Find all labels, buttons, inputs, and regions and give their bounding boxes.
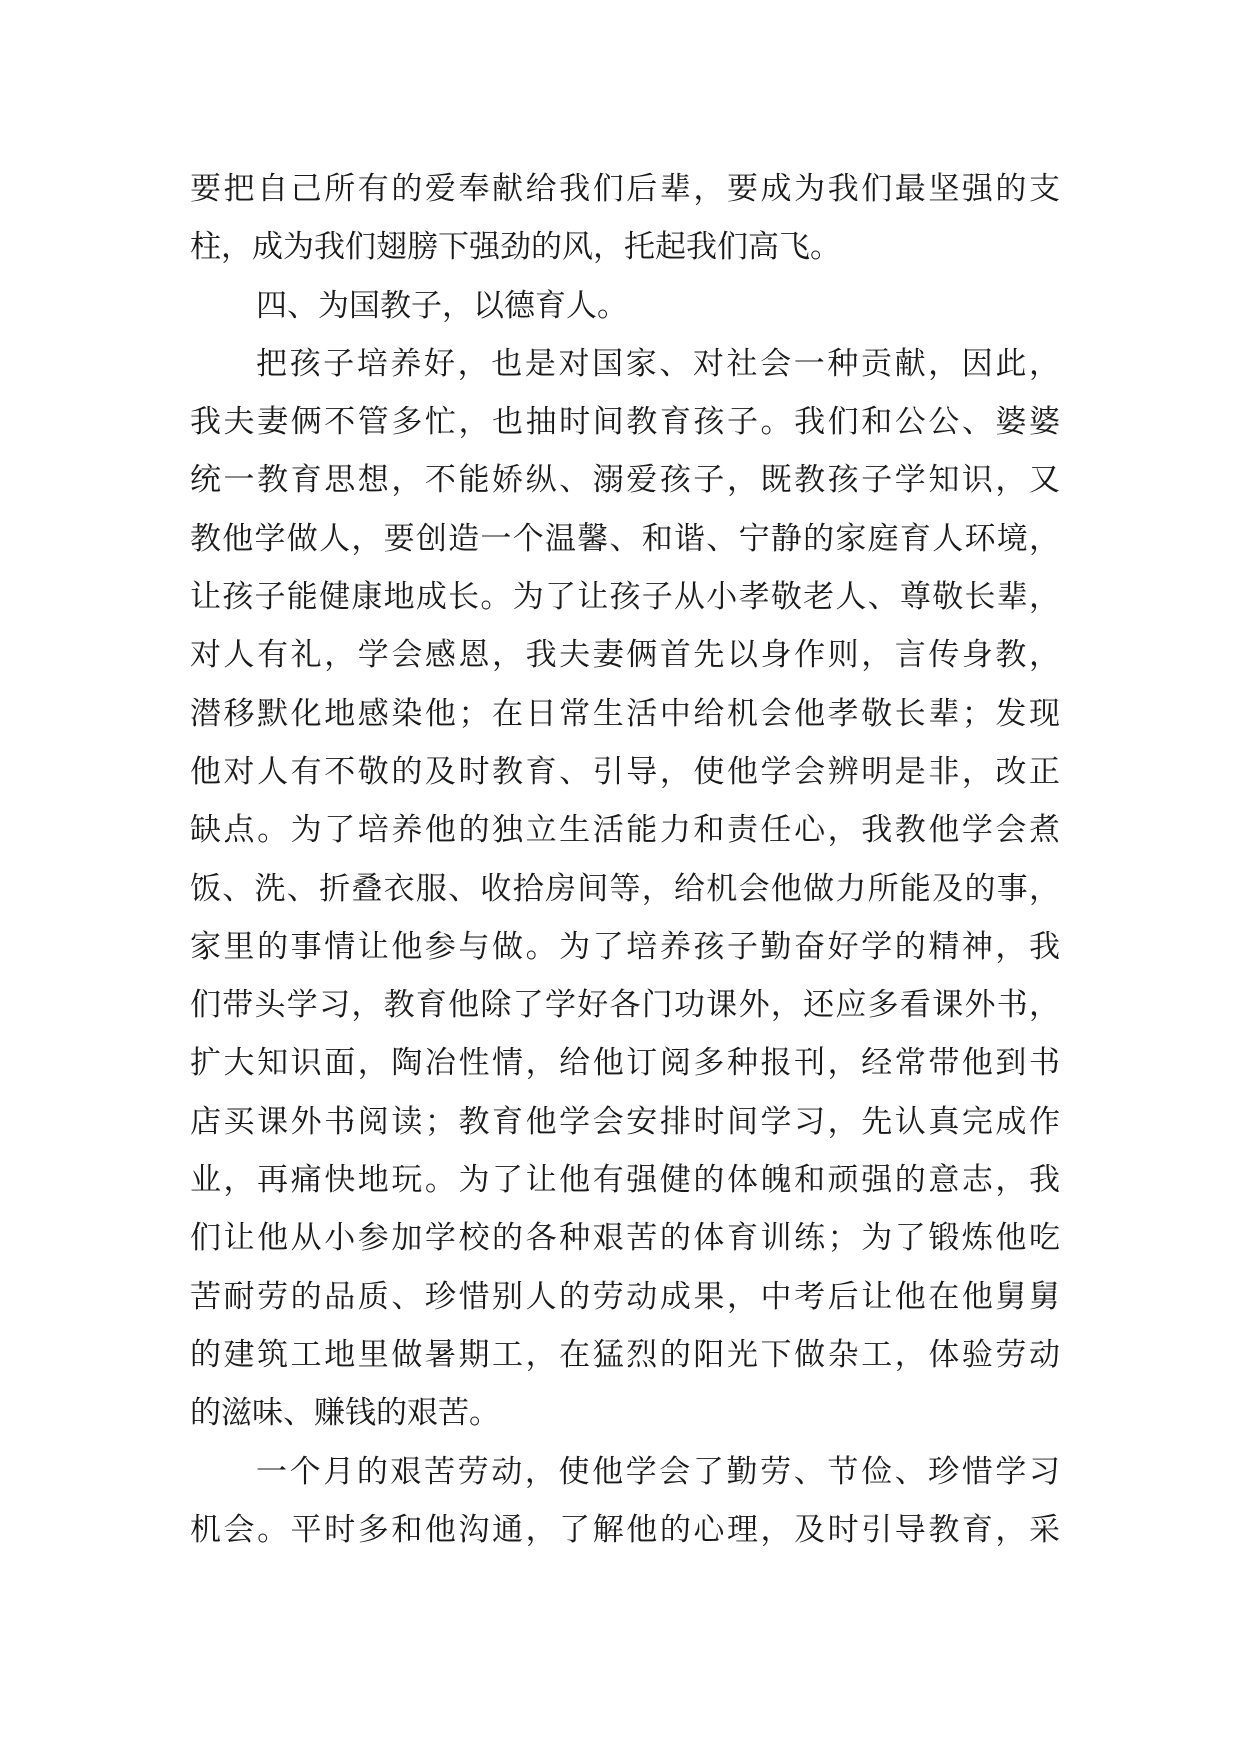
- paragraph-line: 统一教育思想，不能娇纵、溺爱孩子，既教孩子学知识，又: [190, 462, 1060, 499]
- paragraph-line: 教他学做人，要创造一个温馨、和谐、宁静的家庭育人环境，: [190, 520, 1060, 557]
- paragraph-line: 苦耐劳的品质、珍惜别人的劳动成果，中考后让他在他舅舅: [190, 1278, 1060, 1315]
- paragraph-line: 的滋味、赚钱的艰苦。: [190, 1395, 500, 1432]
- section-heading: 四、为国教子，以德育人。: [256, 287, 628, 324]
- paragraph-line: 饭、洗、折叠衣服、收拾房间等，给机会他做力所能及的事，: [190, 870, 1060, 907]
- paragraph-line: 柱，成为我们翅膀下强劲的风，托起我们高飞。: [190, 229, 841, 266]
- paragraph-line: 他对人有不敬的及时教育、引导，使他学会辨明是非，改正: [190, 753, 1060, 790]
- paragraph-line: 要把自己所有的爱奉献给我们后辈，要成为我们最坚强的支: [190, 171, 1060, 207]
- paragraph-line: 家里的事情让他参与做。为了培养孩子勤奋好学的精神，我: [190, 928, 1060, 965]
- paragraph-line: 让孩子能健康地成长。为了让孩子从小孝敬老人、尊敬长辈，: [190, 579, 1060, 616]
- document-body: [190, 160, 1060, 1559]
- paragraph-line: 扩大知识面，陶冶性情，给他订阅多种报刊，经常带他到书: [190, 1045, 1060, 1082]
- paragraph-line: 把孩子培养好，也是对国家、对社会一种贡献，因此，: [256, 345, 1060, 382]
- paragraph-line: 缺点。为了培养他的独立生活能力和责任心，我教他学会煮: [190, 812, 1060, 849]
- paragraph-line: 们让他从小参加学校的各种艰苦的体育训练；为了锻炼他吃: [190, 1220, 1060, 1257]
- paragraph-line: 潜移默化地感染他；在日常生活中给机会他孝敬长辈；发现: [190, 695, 1060, 732]
- paragraph-line: 们带头学习，教育他除了学好各门功课外，还应多看课外书，: [190, 987, 1060, 1024]
- paragraph-line: 业，再痛快地玩。为了让他有强健的体魄和顽强的意志，我: [190, 1162, 1060, 1199]
- paragraph-line: 我夫妻俩不管多忙，也抽时间教育孩子。我们和公公、婆婆: [190, 404, 1060, 441]
- paragraph-line: 店买课外书阅读；教育他学会安排时间学习，先认真完成作: [190, 1103, 1060, 1140]
- paragraph-line: 的建筑工地里做暑期工，在猛烈的阳光下做杂工，体验劳动: [190, 1336, 1060, 1373]
- paragraph-line: 一个月的艰苦劳动，使他学会了勤劳、节俭、珍惜学习: [256, 1453, 1060, 1490]
- paragraph-line: 对人有礼，学会感恩，我夫妻俩首先以身作则，言传身教，: [190, 637, 1060, 674]
- paragraph-line: 机会。平时多和他沟通，了解他的心理，及时引导教育，采: [190, 1511, 1060, 1548]
